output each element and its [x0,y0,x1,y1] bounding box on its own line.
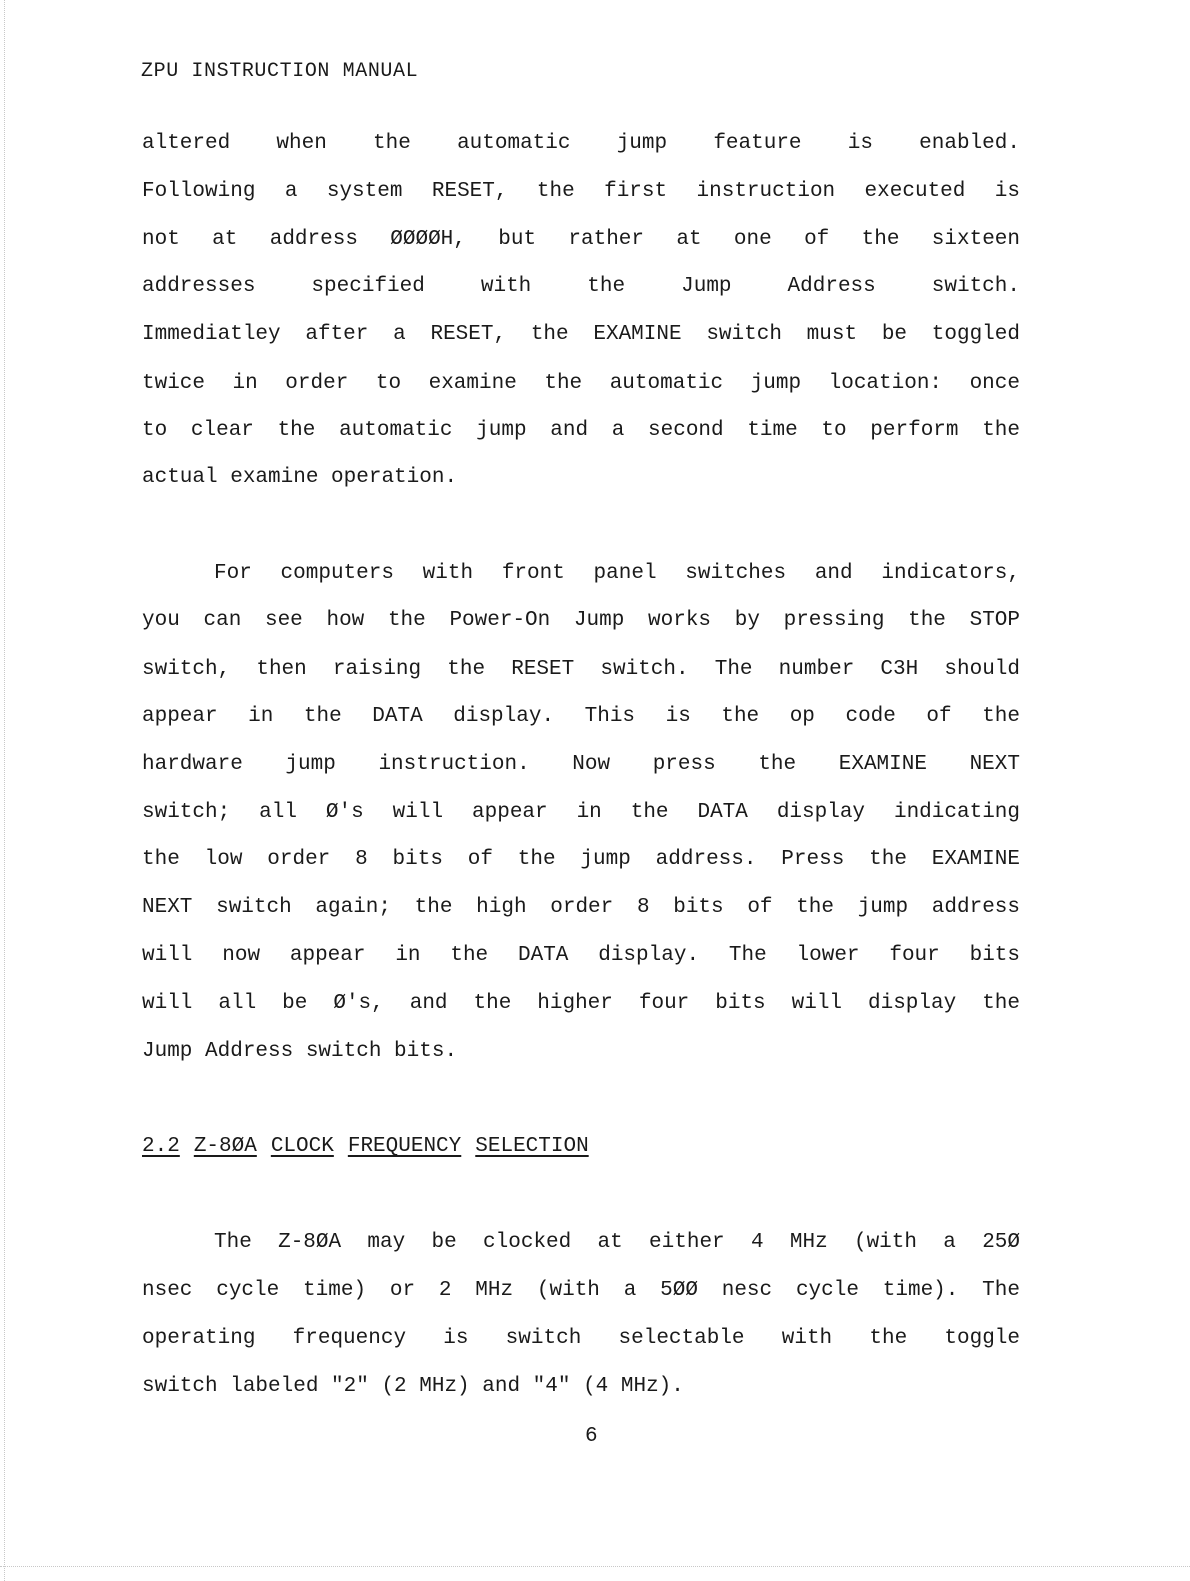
paragraph-line: actual examine operation. [142,466,458,489]
paragraph-line: For computers with front panel switches and indicators, [214,562,1020,585]
paragraph-line: not at address ØØØØH, but rather at one of the sixteen [142,228,1020,251]
section-heading-word: CLOCK [270,1135,334,1158]
paragraph-line: to clear the automatic jump and a second time to perform the [142,419,1020,442]
paragraph-line: altered when the automatic jump feature is enabled. [142,132,1020,155]
paragraph-line: will all be Ø's, and the higher four bits will display the [142,992,1020,1015]
section-heading-word: Z-8ØA [193,1135,257,1158]
paragraph-line: the low order 8 bits of the jump address. Press the EXAMINE [142,848,1020,871]
paragraph-line: The Z-8ØA may be clocked at either 4 MHz (with a 25Ø [214,1231,1020,1254]
page-number: 6 [585,1425,598,1448]
section-heading-word: SELECTION [475,1135,589,1158]
section-number: 2.2 [142,1135,180,1158]
paragraph-line: you can see how the Power-On Jump works by pressing the STOP [142,609,1020,632]
paragraph-line: operating frequency is switch selectable with the toggle [142,1327,1020,1350]
paragraph-line: Immediatley after a RESET, the EXAMINE switch must be toggled [142,323,1020,346]
paragraph-line: addresses specified with the Jump Address switch. [142,275,1020,298]
paragraph-line: switch; all Ø's will appear in the DATA display indicating [142,801,1020,824]
section-heading-word: FREQUENCY [347,1135,462,1158]
paragraph-line: twice in order to examine the automatic jump location: once [142,372,1020,395]
paragraph-line: nsec cycle time) or 2 MHz (with a 5ØØ nesc cycle time). The [142,1279,1020,1302]
paragraph-line: will now appear in the DATA display. The lower four bits [142,944,1020,967]
section-heading [142,1133,589,1161]
paragraph-line: switch, then raising the RESET switch. The number C3H should [142,658,1020,681]
paragraph-line: switch labeled "2" (2 MHz) and "4" (4 MHz). [142,1375,684,1398]
paragraph-line: hardware jump instruction. Now press the EXAMINE NEXT [142,753,1020,776]
scan-edge-left [4,0,5,1581]
paragraph-line: Jump Address switch bits. [142,1040,458,1063]
scan-edge-bottom [0,1566,1190,1567]
paragraph-line: NEXT switch again; the high order 8 bits of the jump address [142,896,1020,919]
paragraph-line: Following a system RESET, the first instruction executed is [142,180,1020,203]
running-header: ZPU INSTRUCTION MANUAL [141,60,419,83]
paragraph-line: appear in the DATA display. This is the op code of the [142,705,1020,728]
